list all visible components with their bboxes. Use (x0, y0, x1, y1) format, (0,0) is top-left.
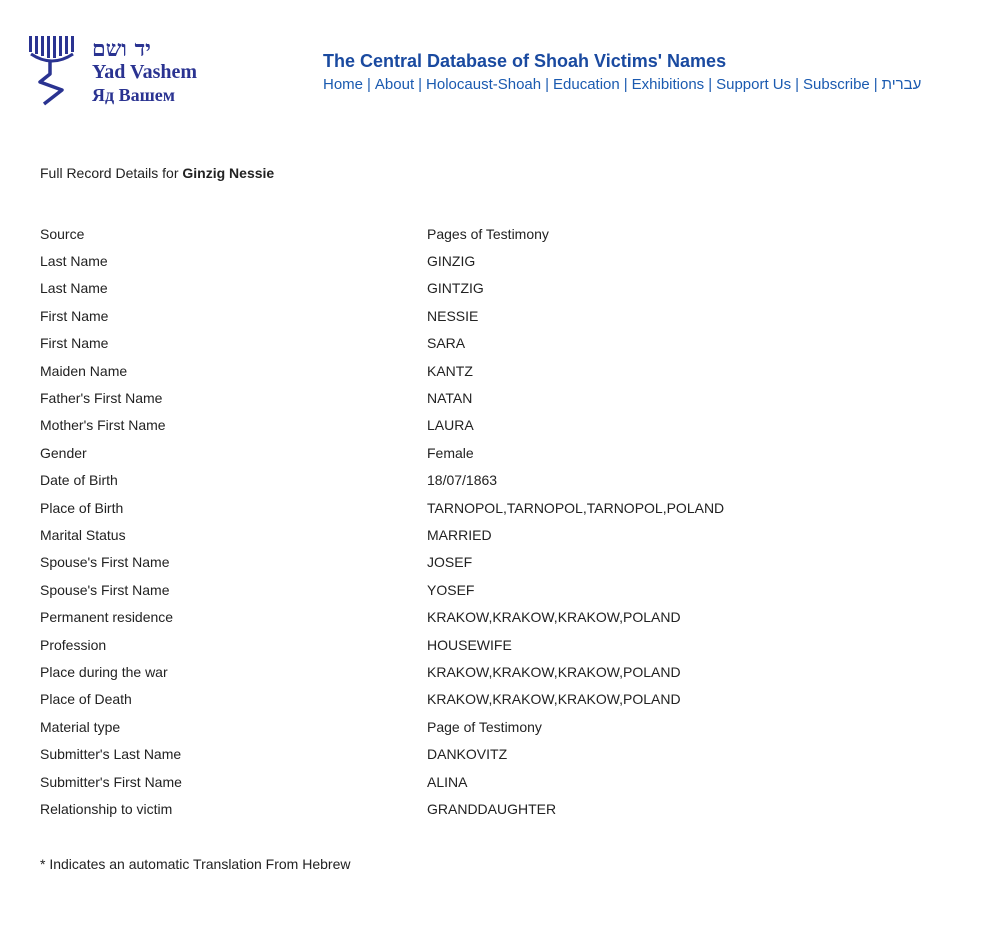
menorah-logo-icon (28, 34, 78, 106)
nav-separator: | (418, 76, 423, 93)
field-value: KRAKOW,KRAKOW,KRAKOW,POLAND (427, 691, 681, 708)
field-label: Submitter's First Name (40, 773, 182, 790)
field-value: JOSEF (427, 554, 473, 571)
table-row (40, 521, 724, 548)
table-row (40, 384, 724, 411)
field-value: Page of Testimony (427, 718, 542, 735)
table-row (40, 330, 724, 357)
field-value: Female (427, 444, 474, 461)
table-row (40, 795, 724, 822)
table-row (40, 357, 724, 384)
nav-separator: | (545, 76, 550, 93)
field-value: ALINA (427, 773, 468, 790)
field-label: Material type (40, 718, 121, 735)
table-row (40, 631, 724, 658)
field-label: Mother's First Name (40, 417, 166, 434)
field-label: Last Name (40, 253, 108, 270)
field-value: GINZIG (427, 253, 476, 270)
field-value: DANKOVITZ (427, 746, 508, 763)
nav-separator: | (367, 76, 371, 93)
logo-cyrillic-text: Яд Вашем (92, 85, 176, 105)
table-row (40, 603, 724, 630)
nav-separator: | (795, 76, 800, 93)
field-label: Source (40, 225, 85, 242)
nav-hebrew-link[interactable]: עברית (881, 76, 922, 93)
table-row (40, 302, 724, 329)
field-label: Profession (40, 636, 107, 653)
logo-latin-text: Yad Vashem (92, 61, 198, 83)
table-row (40, 713, 724, 740)
field-label: Spouse's First Name (40, 581, 170, 598)
table-row (40, 768, 724, 795)
field-label: Father's First Name (40, 390, 163, 407)
field-value: GRANDDAUGHTER (427, 800, 557, 817)
field-value: TARNOPOL,TARNOPOL,TARNOPOL,POLAND (427, 499, 725, 516)
table-row (40, 658, 724, 685)
nav-education-link[interactable]: Education (553, 76, 620, 93)
field-value: NESSIE (427, 307, 479, 324)
field-value: NATAN (427, 390, 473, 407)
translation-footnote: * Indicates an automatic Translation From Hebrew (40, 856, 351, 872)
field-label: Place during the war (40, 663, 168, 680)
site-title: The Central Database of Shoah Victims' Names (323, 51, 727, 71)
record-heading (40, 165, 274, 181)
yad-vashem-logo[interactable] (28, 34, 228, 110)
field-label: Place of Birth (40, 499, 124, 516)
field-label: Permanent residence (40, 609, 174, 626)
field-value: Pages of Testimony (427, 225, 549, 242)
table-row (40, 220, 724, 247)
field-value: 18/07/1863 (427, 472, 498, 489)
field-value: GINTZIG (427, 280, 484, 297)
table-row (40, 467, 724, 494)
nav-support-us-link[interactable]: Support Us (716, 76, 792, 93)
table-row (40, 412, 724, 439)
field-label: Spouse's First Name (40, 554, 170, 571)
nav-separator: | (873, 76, 878, 93)
field-label: Last Name (40, 280, 108, 297)
field-value: KANTZ (427, 362, 473, 379)
logo-hebrew-text: יד ושם (92, 36, 151, 62)
field-label: Maiden Name (40, 362, 128, 379)
field-value: MARRIED (427, 526, 492, 543)
record-heading-prefix: Full Record Details for (40, 165, 179, 181)
nav-separator: | (708, 76, 713, 93)
table-row (40, 494, 724, 521)
field-label: Place of Death (40, 691, 132, 708)
record-details-table (40, 220, 724, 823)
nav-exhibitions-link[interactable]: Exhibitions (631, 76, 705, 93)
field-value: KRAKOW,KRAKOW,KRAKOW,POLAND (427, 663, 681, 680)
table-row (40, 686, 724, 713)
field-label: Gender (40, 444, 87, 461)
record-person-name: Ginzig Nessie (182, 165, 275, 181)
table-row (40, 247, 724, 274)
field-value: LAURA (427, 417, 474, 434)
nav-subscribe-link[interactable]: Subscribe (803, 76, 870, 93)
field-label: Submitter's Last Name (40, 746, 182, 763)
table-row (40, 549, 724, 576)
nav-about-link[interactable]: About (374, 76, 415, 93)
nav-separator: | (623, 76, 628, 93)
table-row (40, 439, 724, 466)
field-value: KRAKOW,KRAKOW,KRAKOW,POLAND (427, 609, 681, 626)
top-navigation (323, 76, 921, 93)
field-label: Relationship to victim (40, 800, 173, 817)
field-label: First Name (40, 335, 109, 352)
field-value: HOUSEWIFE (427, 636, 512, 653)
field-value: SARA (427, 335, 466, 352)
field-label: Date of Birth (40, 472, 118, 489)
nav-home-link[interactable]: Home (323, 76, 364, 93)
table-row (40, 576, 724, 603)
table-row (40, 740, 724, 767)
field-label: Marital Status (40, 526, 126, 543)
field-value: YOSEF (427, 581, 475, 598)
nav-holocaust-shoah-link[interactable]: Holocaust-Shoah (426, 76, 542, 93)
table-row (40, 275, 724, 302)
field-label: First Name (40, 307, 109, 324)
